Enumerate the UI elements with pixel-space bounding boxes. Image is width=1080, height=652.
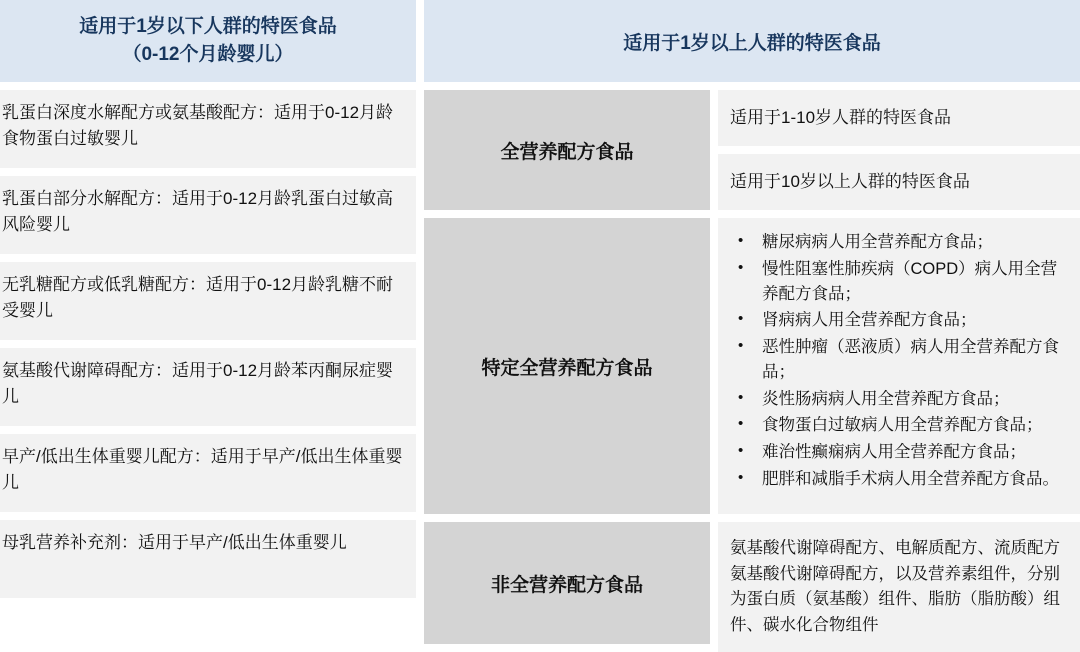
category-label: 特定全营养配方食品 [424, 218, 710, 514]
list-item: • 难治性癫痫病人用全营养配方食品； [732, 440, 1070, 465]
list-item: • 慢性阻塞性肺疾病（COPD）病人用全营养配方食品； [732, 257, 1070, 307]
right-column-header: 适用于1岁以上人群的特医食品 [424, 0, 1080, 82]
category-label: 非全营养配方食品 [424, 522, 710, 644]
list-item: • 肥胖和减脂手术病人用全营养配方食品。 [732, 467, 1070, 492]
detail-item [718, 522, 1080, 652]
detail-paragraph: 氨基酸代谢障碍配方、电解质配方、流质配方氨基酸代谢障碍配方，以及营养素组件，分别为蛋白质（氨基酸）组件、脂肪（脂肪酸）组件、碳水化合物组件 [730, 539, 1060, 634]
detail-group [718, 90, 1080, 210]
table-row [424, 90, 1080, 210]
table-row [424, 522, 1080, 644]
category-label: 全营养配方食品 [424, 90, 710, 210]
left-header-line1: 适用于1岁以下人群的特医食品 [79, 16, 337, 38]
detail-group [718, 522, 1080, 644]
list-item: 早产/低出生体重婴儿配方：适用于早产/低出生体重婴儿 [0, 434, 416, 512]
detail-group [718, 218, 1080, 514]
list-item: • 肾病病人用全营养配方食品； [732, 308, 1070, 333]
list-item: 氨基酸代谢障碍配方：适用于0-12月龄苯丙酮尿症婴儿 [0, 348, 416, 426]
detail-item [718, 218, 1080, 514]
list-item: • 糖尿病病人用全营养配方食品； [732, 230, 1070, 255]
list-item: 无乳糖配方或低乳糖配方：适用于0-12月龄乳糖不耐受婴儿 [0, 262, 416, 340]
list-item: • 食物蛋白过敏病人用全营养配方食品； [732, 413, 1070, 438]
left-item-list [0, 90, 416, 598]
left-header-line2: （0-12个月龄婴儿） [122, 44, 294, 65]
table-row [424, 218, 1080, 514]
detail-item: 适用于10岁以上人群的特医食品 [718, 154, 1080, 210]
list-item: 乳蛋白深度水解配方或氨基酸配方：适用于0-12月龄食物蛋白过敏婴儿 [0, 90, 416, 168]
detail-item: 适用于1-10岁人群的特医食品 [718, 90, 1080, 146]
list-item: 母乳营养补充剂：适用于早产/低出生体重婴儿 [0, 520, 416, 598]
right-row-group [424, 90, 1080, 644]
bullet-list [732, 230, 1070, 494]
list-item: 乳蛋白部分水解配方：适用于0-12月龄乳蛋白过敏高风险婴儿 [0, 176, 416, 254]
list-item: • 炎性肠病病人用全营养配方食品； [732, 387, 1070, 412]
left-column [0, 0, 416, 646]
list-item: • 恶性肿瘤（恶液质）病人用全营养配方食品； [732, 335, 1070, 385]
left-column-header [0, 0, 416, 82]
right-column [424, 0, 1080, 646]
